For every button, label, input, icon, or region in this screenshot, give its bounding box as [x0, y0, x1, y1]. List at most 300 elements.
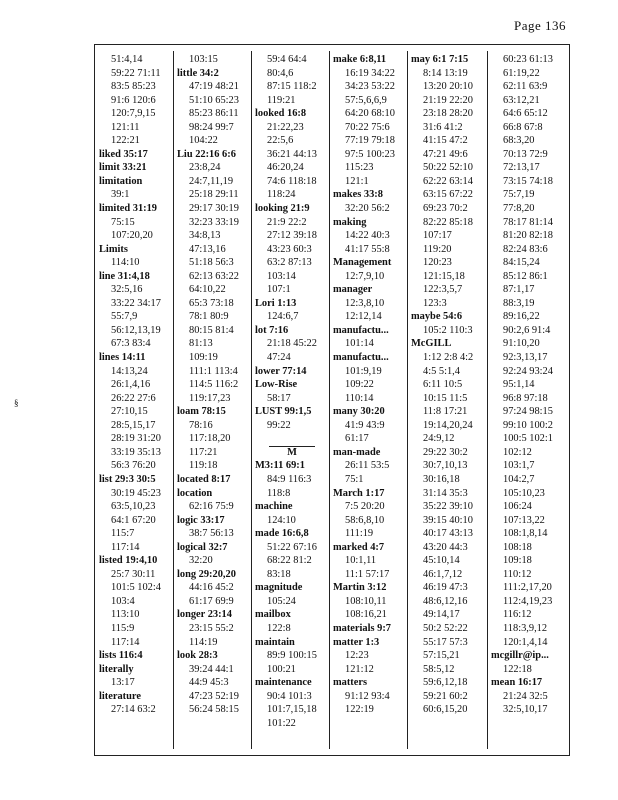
index-reference: 22:5,6 [267, 135, 294, 147]
index-reference: 78:16 [189, 419, 213, 431]
index-reference: 61:17 [345, 433, 369, 445]
index-term: literally [99, 663, 134, 675]
index-reference: 32:20 56:2 [345, 203, 390, 215]
index-reference: 77:19 79:18 [345, 135, 395, 147]
index-reference: 115:9 [111, 622, 135, 634]
index-reference: 12:3,8,10 [345, 297, 385, 309]
index-term: long 29:20,20 [177, 568, 236, 580]
index-reference: 108:1,8,14 [503, 528, 548, 540]
index-reference: 21:18 45:22 [267, 338, 317, 350]
index-reference: 111:1 113:4 [189, 365, 238, 377]
index-term: maybe 54:6 [411, 311, 463, 323]
index-reference: 32:5,16 [111, 284, 143, 296]
index-reference: 95:1,14 [503, 379, 535, 391]
index-term: make 6:8,11 [333, 54, 387, 65]
index-reference: 50:22 52:10 [423, 162, 473, 174]
index-reference: 63:5,10,23 [111, 501, 156, 513]
index-reference: 118:3,9,12 [503, 622, 548, 634]
index-reference: 34:23 53:22 [345, 81, 395, 93]
index-term: located 8:17 [177, 473, 231, 485]
index-term: LUST 99:1,5 [255, 406, 312, 418]
index-reference: 114:10 [111, 257, 140, 269]
index-reference: 41:17 55:8 [345, 243, 390, 255]
index-reference: 105:10,23 [503, 487, 545, 499]
index-reference: 13:20 20:10 [423, 81, 473, 93]
index-reference: 109:18 [503, 555, 532, 567]
column-divider [407, 51, 408, 749]
index-reference: 117:18,20 [189, 433, 231, 445]
index-term: line 31:4,18 [99, 270, 150, 282]
index-term: makes 33:8 [333, 189, 383, 201]
index-reference: 115:23 [345, 162, 374, 174]
index-reference: 66:8 67:8 [503, 121, 543, 133]
index-reference: 59:4 64:4 [267, 54, 307, 65]
index-term: making [333, 216, 367, 228]
column-divider [487, 51, 488, 749]
index-reference: 46:1,7,12 [423, 568, 463, 580]
index-reference: 73:15 74:18 [503, 175, 553, 187]
index-reference: 101:7,15,18 [267, 704, 317, 716]
index-reference: 119:20 [423, 243, 452, 255]
index-reference: 30:7,10,13 [423, 460, 468, 472]
index-reference: 62:13 63:22 [189, 270, 239, 282]
index-reference: 88:3,19 [503, 297, 535, 309]
index-reference: 83:18 [267, 568, 291, 580]
index-reference: 97:24 98:15 [503, 406, 553, 418]
index-reference: 64:6 65:12 [503, 108, 548, 120]
index-reference: 13:17 [111, 677, 135, 689]
index-reference: 124:6,7 [267, 311, 299, 323]
index-reference: 107:20,20 [111, 230, 153, 242]
index-reference: 64:1 67:20 [111, 514, 156, 526]
index-reference: 91:12 93:4 [345, 690, 390, 702]
index-reference: 23:18 28:20 [423, 108, 473, 120]
index-term: Martin 3:12 [333, 582, 387, 594]
margin-mark: § [14, 398, 19, 408]
index-reference: 120:7,9,15 [111, 108, 156, 120]
index-reference: 97:5 100:23 [345, 148, 395, 160]
index-reference: 23:8,24 [189, 162, 221, 174]
index-reference: 69:23 70:2 [423, 203, 468, 215]
index-term: liked 35:17 [99, 148, 148, 160]
index-column-1 [99, 53, 173, 755]
index-reference: 33:19 35:13 [111, 446, 161, 458]
index-reference: 109:22 [345, 379, 374, 391]
index-reference: 25:18 29:11 [189, 189, 239, 201]
index-reference: 107:13,22 [503, 514, 545, 526]
index-reference: 51:22 67:16 [267, 541, 317, 553]
index-reference: 49:14,17 [423, 609, 460, 621]
index-term: look 28:3 [177, 650, 218, 662]
index-reference: 70:22 75:6 [345, 121, 390, 133]
index-reference: 75:15 [111, 216, 135, 228]
index-reference: 41:9 43:9 [345, 419, 385, 431]
index-reference: 32:5,10,17 [503, 704, 548, 716]
index-reference: 100:21 [267, 663, 296, 675]
index-term: manufactu... [333, 324, 389, 336]
index-reference: 14:13,24 [111, 365, 148, 377]
index-reference: 119:17,23 [189, 392, 231, 404]
index-reference: 92:24 93:24 [503, 365, 553, 377]
index-term: McGILL [411, 338, 452, 350]
index-reference: 45:10,14 [423, 555, 460, 567]
index-term: marked 4:7 [333, 541, 385, 553]
index-reference: 101:5 102:4 [111, 582, 161, 594]
index-reference: 72:13,17 [503, 162, 540, 174]
index-reference: 107:1 [267, 284, 291, 296]
index-reference: 59:21 60:2 [423, 690, 468, 702]
column-divider [329, 51, 330, 749]
index-reference: 68:22 81:2 [267, 555, 312, 567]
index-reference: 77:8,20 [503, 203, 535, 215]
index-reference: 103:1,7 [503, 460, 535, 472]
index-reference: 87:1,17 [503, 284, 535, 296]
index-term: many 30:20 [333, 406, 385, 418]
index-reference: 92:3,13,17 [503, 352, 548, 364]
index-reference: 30:19 45:23 [111, 487, 161, 499]
index-reference: 91:6 120:6 [111, 94, 156, 106]
index-term: matters [333, 677, 368, 689]
index-reference: 1:12 2:8 4:2 [423, 352, 474, 364]
index-reference: 101:9,19 [345, 365, 382, 377]
index-term: loam 78:15 [177, 406, 226, 418]
index-reference: 21:24 32:5 [503, 690, 548, 702]
index-reference: 81:13 [189, 338, 213, 350]
index-reference: 25:7 30:11 [111, 568, 156, 580]
index-reference: 118:24 [267, 189, 296, 201]
index-reference: 122:21 [111, 135, 140, 147]
index-term: literature [99, 690, 141, 702]
index-reference: 120:23 [423, 257, 452, 269]
index-reference: 89:16,22 [503, 311, 540, 323]
index-reference: 90:4 101:3 [267, 690, 312, 702]
index-term: lot 7:16 [255, 324, 289, 336]
column-divider [173, 51, 174, 749]
index-reference: 39:15 40:10 [423, 514, 473, 526]
index-reference: 85:12 86:1 [503, 270, 548, 282]
index-term: Liu 22:16 6:6 [177, 148, 236, 160]
index-reference: 58:6,8,10 [345, 514, 385, 526]
index-reference: 51:18 56:3 [189, 257, 234, 269]
index-reference: 43:20 44:3 [423, 541, 468, 553]
index-reference: 103:4 [111, 595, 135, 607]
index-reference: 30:16,18 [423, 473, 460, 485]
index-reference: 26:11 53:5 [345, 460, 390, 472]
index-reference: 75:1 [345, 473, 364, 485]
index-reference: 29:17 30:19 [189, 203, 239, 215]
index-reference: 119:18 [189, 460, 218, 472]
index-term: limitation [99, 175, 143, 187]
index-reference: 82:22 85:18 [423, 216, 473, 228]
index-reference: 70:13 72:9 [503, 148, 548, 160]
index-reference: 60:6,15,20 [423, 704, 468, 716]
index-reference: 111:19 [345, 528, 374, 540]
index-reference: 10:1,11 [345, 555, 377, 567]
index-reference: 21:9 22:2 [267, 216, 307, 228]
index-reference: 103:14 [267, 270, 296, 282]
index-reference: 27:12 39:18 [267, 230, 317, 242]
index-term: longer 23:14 [177, 609, 232, 621]
index-reference: 108:10,11 [345, 595, 387, 607]
index-reference: 83:5 85:23 [111, 81, 156, 93]
index-reference: 62:22 63:14 [423, 175, 473, 187]
index-reference: 89:9 100:15 [267, 650, 317, 662]
index-reference: 63:15 67:22 [423, 189, 473, 201]
index-reference: 105:2 110:3 [423, 324, 473, 336]
index-reference: 43:23 60:3 [267, 243, 312, 255]
index-reference: 119:21 [267, 94, 296, 106]
index-reference: 7:5 20:20 [345, 501, 385, 513]
index-letter-heading [255, 446, 329, 460]
index-reference: 41:15 47:2 [423, 135, 468, 147]
index-term: mcgillr@ip... [491, 650, 549, 662]
index-reference: 59:22 71:11 [111, 67, 161, 79]
index-reference: 78:17 81:14 [503, 216, 553, 228]
index-reference: 46:19 47:3 [423, 582, 468, 594]
index-reference: 32:23 33:19 [189, 216, 239, 228]
index-reference: 80:4,6 [267, 67, 294, 79]
word-index-table [94, 44, 570, 756]
index-reference: 12:12,14 [345, 311, 382, 323]
index-reference: 117:21 [189, 446, 218, 458]
index-reference: 113:10 [111, 609, 140, 621]
index-reference: 110:12 [503, 568, 532, 580]
index-reference: 31:14 35:3 [423, 487, 468, 499]
index-term: listed 19:4,10 [99, 555, 158, 567]
index-reference: 84:15,24 [503, 257, 540, 269]
index-reference: 120:1,4,14 [503, 636, 548, 648]
index-reference: 59:6,12,18 [423, 677, 468, 689]
column-divider [251, 51, 252, 749]
index-reference: 101:14 [345, 338, 374, 350]
index-reference: 12:23 [345, 650, 369, 662]
index-reference: 8:14 13:19 [423, 67, 468, 79]
index-reference: 63:12,21 [503, 94, 540, 106]
index-term: matter 1:3 [333, 636, 380, 648]
index-reference: 114:19 [189, 636, 218, 648]
index-reference: 39:1 [111, 189, 130, 201]
index-reference: 47:23 52:19 [189, 690, 239, 702]
index-reference: 117:14 [111, 636, 140, 648]
index-reference: 19:14,20,24 [423, 419, 473, 431]
index-reference: 34:8,13 [189, 230, 221, 242]
index-reference: 56:12,13,19 [111, 324, 161, 336]
index-reference: 80:15 81:4 [189, 324, 234, 336]
index-term: looked 16:8 [255, 108, 307, 120]
index-reference: 55:17 57:3 [423, 636, 468, 648]
index-reference: 118:8 [267, 487, 291, 499]
index-reference: 57:15,21 [423, 650, 460, 662]
index-reference: 122:8 [267, 622, 291, 634]
index-reference: 47:21 49:6 [423, 148, 468, 160]
index-reference: 28:5,15,17 [111, 419, 156, 431]
index-reference: 10:15 11:5 [423, 392, 468, 404]
index-column-6 [491, 53, 569, 755]
index-reference: 105:24 [267, 595, 296, 607]
index-column-2 [177, 53, 251, 755]
index-reference: 116:12 [503, 609, 532, 621]
index-term: M3:11 69:1 [255, 460, 305, 472]
index-reference: 106:24 [503, 501, 532, 513]
index-reference: 39:24 44:1 [189, 663, 234, 675]
index-reference: 11:1 57:17 [345, 568, 390, 580]
index-reference: 26:22 27:6 [111, 392, 156, 404]
index-reference: 47:13,16 [189, 243, 226, 255]
index-reference: 57:5,6,6,9 [345, 94, 387, 106]
index-reference: 24:9,12 [423, 433, 455, 445]
index-term: Low-Rise [255, 379, 298, 391]
index-reference: 50:2 52:22 [423, 622, 468, 634]
index-reference: 65:3 73:18 [189, 297, 234, 309]
index-reference: 58:5,12 [423, 663, 455, 675]
index-reference: 12:7,9,10 [345, 270, 385, 282]
index-term: maintenance [255, 677, 312, 689]
index-reference: 11:8 17:21 [423, 406, 468, 418]
index-term: machine [255, 501, 293, 513]
index-reference: 28:19 31:20 [111, 433, 161, 445]
index-reference: 74:6 118:18 [267, 175, 317, 187]
index-term: lists 116:4 [99, 650, 143, 662]
index-reference: 98:24 99:7 [189, 121, 234, 133]
index-term: logical 32:7 [177, 541, 228, 553]
index-reference: 121:11 [111, 121, 140, 133]
index-reference: 121:12 [345, 663, 374, 675]
index-reference: 27:14 63:2 [111, 704, 156, 716]
index-term: made 16:6,8 [255, 528, 309, 540]
index-reference: 26:1,4,16 [111, 379, 151, 391]
index-reference: 90:2,6 91:4 [503, 324, 551, 336]
index-term: Management [333, 257, 392, 269]
index-reference: 84:9 116:3 [267, 473, 312, 485]
index-reference: 4:5 5:1,4 [423, 365, 460, 377]
index-term: man-made [333, 446, 381, 458]
index-reference: 107:17 [423, 230, 452, 242]
index-reference: 91:10,20 [503, 338, 540, 350]
index-reference: 103:15 [189, 54, 218, 65]
index-reference: 122:3,5,7 [423, 284, 463, 296]
index-reference: 61:19,22 [503, 67, 540, 79]
index-term: Lori 1:13 [255, 297, 297, 309]
index-reference: 114:5 116:2 [189, 379, 239, 391]
index-column-3 [255, 53, 329, 755]
index-reference: 6:11 10:5 [423, 379, 463, 391]
index-term: may 6:1 7:15 [411, 54, 469, 65]
index-reference: 104:22 [189, 135, 218, 147]
index-reference: 109:19 [189, 352, 218, 364]
index-reference: 62:11 63:9 [503, 81, 548, 93]
index-reference: 36:21 44:13 [267, 148, 317, 160]
index-reference: 64:10,22 [189, 284, 226, 296]
index-reference: 67:3 83:4 [111, 338, 151, 350]
index-reference: 33:22 34:17 [111, 297, 161, 309]
index-reference: 23:15 55:2 [189, 622, 234, 634]
index-reference: 32:20 [189, 555, 213, 567]
index-reference: 31:6 41:2 [423, 121, 463, 133]
index-reference: 60:23 61:13 [503, 54, 553, 65]
index-reference: 100:5 102:1 [503, 433, 553, 445]
index-reference: 117:14 [111, 541, 140, 553]
page-number: Page 136 [513, 18, 566, 33]
index-reference: 68:3,20 [503, 135, 535, 147]
index-term: location [177, 487, 213, 499]
index-term: logic 33:17 [177, 514, 225, 526]
index-reference: 55:7,9 [111, 311, 138, 323]
index-reference: 61:17 69:9 [189, 595, 234, 607]
index-reference: 21:22,23 [267, 121, 304, 133]
index-term: manufactu... [333, 352, 389, 364]
index-reference: 110:14 [345, 392, 374, 404]
index-reference: 112:4,19,23 [503, 595, 553, 607]
index-reference: 121:1 [345, 175, 369, 187]
index-reference: 38:7 56:13 [189, 528, 234, 540]
index-term: little 34:2 [177, 67, 219, 79]
index-reference: 115:7 [111, 528, 135, 540]
index-column-5 [411, 53, 487, 755]
index-reference: 29:22 30:2 [423, 446, 468, 458]
index-reference: 51:4,14 [111, 54, 143, 65]
index-reference: 124:10 [267, 514, 296, 526]
index-reference: 14:22 40:3 [345, 230, 390, 242]
index-term: list 29:3 30:5 [99, 473, 156, 485]
index-reference: 56:3 76:20 [111, 460, 156, 472]
index-reference: 85:23 86:11 [189, 108, 239, 120]
index-letter: M [269, 446, 315, 458]
index-reference: 121:15,18 [423, 270, 465, 282]
index-reference: 108:16,21 [345, 609, 387, 621]
index-reference: 104:2,7 [503, 473, 535, 485]
index-reference: 21:19 22:20 [423, 94, 473, 106]
index-reference: 48:6,12,16 [423, 595, 468, 607]
index-reference: 63:2 87:13 [267, 257, 312, 269]
index-reference: 108:18 [503, 541, 532, 553]
index-reference: 64:20 68:10 [345, 108, 395, 120]
index-term: looking 21:9 [255, 203, 310, 215]
index-reference: 62:16 75:9 [189, 501, 234, 513]
index-reference: 46:20,24 [267, 162, 304, 174]
index-reference: 24:7,11,19 [189, 175, 234, 187]
index-reference [255, 432, 329, 446]
index-term: maintain [255, 636, 295, 648]
index-reference: 51:10 65:23 [189, 94, 239, 106]
index-reference: 99:22 [267, 419, 291, 431]
index-reference: 44:9 45:3 [189, 677, 229, 689]
index-reference: 122:19 [345, 704, 374, 716]
index-reference: 122:18 [503, 663, 532, 675]
index-reference: 123:3 [423, 297, 447, 309]
index-reference: 75:7,19 [503, 189, 535, 201]
index-term: March 1:17 [333, 487, 385, 499]
index-term: manager [333, 284, 373, 296]
index-reference: 82:24 83:6 [503, 243, 548, 255]
index-reference: 78:1 80:9 [189, 311, 229, 323]
index-column-4 [333, 53, 407, 755]
index-reference: 16:19 34:22 [345, 67, 395, 79]
index-reference: 101:22 [267, 717, 296, 729]
index-reference: 58:17 [267, 392, 291, 404]
index-term: lower 77:14 [255, 365, 307, 377]
index-term: materials 9:7 [333, 622, 391, 634]
index-reference: 40:17 43:13 [423, 528, 473, 540]
index-reference: 44:16 45:2 [189, 582, 234, 594]
index-reference: 87:15 118:2 [267, 81, 317, 93]
index-reference: 27:10,15 [111, 406, 148, 418]
index-reference: 47:24 [267, 352, 291, 364]
index-term: lines 14:11 [99, 352, 146, 364]
index-reference: 35:22 39:10 [423, 501, 473, 513]
index-term: mailbox [255, 609, 291, 621]
index-reference: 81:20 82:18 [503, 230, 553, 242]
index-term: mean 16:17 [491, 677, 543, 689]
